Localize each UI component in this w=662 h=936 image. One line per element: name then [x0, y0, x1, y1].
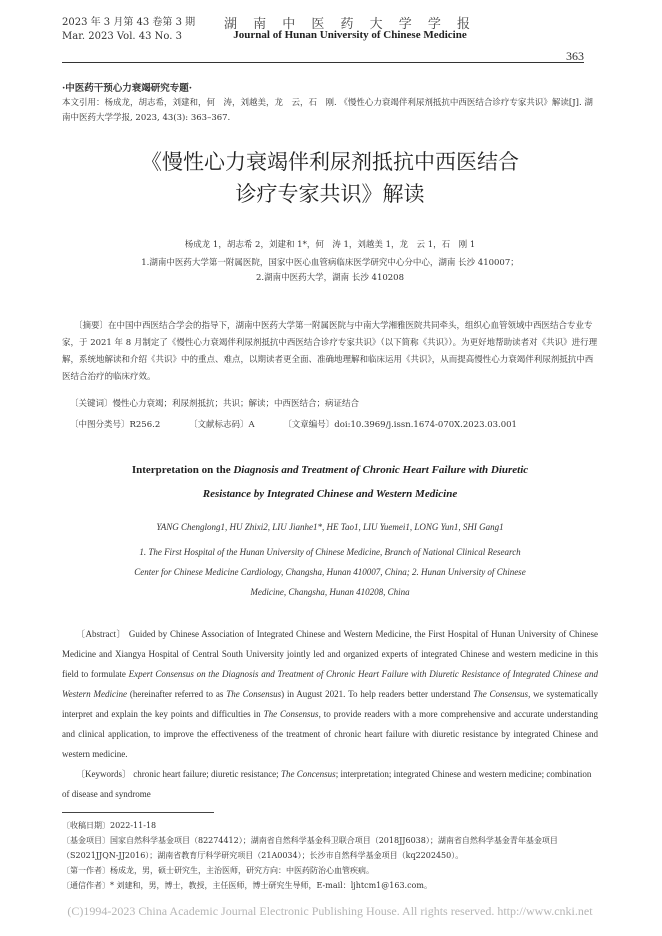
- abstract-en-t6: The Consensus: [473, 689, 529, 699]
- abstract-cn-label: 〔摘要〕: [74, 321, 109, 331]
- keywords-cn-text: 慢性心力衰竭；利尿剂抵抗；共识；解读；中西医结合；病证结合: [112, 399, 360, 409]
- footnotes: [62, 818, 598, 893]
- abstract-en-t1: Guided by Chinese Association of Integrated Chinese and Western Medicine, the First Hospital of Hunan University of Chinese Medicine and Xiangya Hospital of Central South University jointly led and organized experts of integrated Chinese and western medicine in this field to formulate: [62, 629, 598, 679]
- affiliation-cn-1: 1.湖南中医药大学第一附属医院，国家中医心血管病临床医学研究中心分中心，湖南 长沙 410007；: [141, 258, 519, 268]
- authors-cn: 杨成龙 1，胡志希 2，刘建和 1*，何 涛 1，刘越美 1，龙 云 1，石 刚 1: [184, 240, 476, 250]
- title-cn-line2: 诊疗专家共识》解读: [235, 182, 425, 206]
- keywords-en-label: 〔Keywords〕: [76, 769, 131, 779]
- abstract-en-t5: ) in August 2021. To help readers better understand: [281, 689, 474, 699]
- abstract-en-t8: The Consensus: [263, 709, 319, 719]
- column-label: ·中医药干预心力衰竭研究专题·: [62, 83, 193, 94]
- title-en: [62, 458, 598, 506]
- keywords-en-t3: ; interpretation; integrated Chinese and western medicine; combination of disease and syndrome: [62, 769, 592, 799]
- footnote-rule: [62, 812, 214, 813]
- abstract-en-t9: , to provide readers with a more comprehensive and accurate understanding and clinical application, to improve the effectiveness of the treatment of chronic heart failure with diuretic resistance by integrated Chinese and western medicine.: [62, 709, 598, 759]
- issue-info: [62, 16, 195, 44]
- title-cn: [62, 146, 598, 210]
- abstract-en-t2: Expert Consensus on the Diagnosis and Treatment of Chronic Heart Failure with Diuretic Resistance of Integrated Chinese and Western Medicine: [62, 669, 598, 699]
- journal-name-cn: 湖 南 中 医 药 大 学 学 报: [223, 17, 477, 32]
- authors-en: YANG Chenglong1, HU Zhixi2, LIU Jianhe1*, HE Tao1, LIU Yuemei1, LONG Yun1, SHI Gang1: [156, 522, 504, 532]
- header-rule: [62, 62, 584, 63]
- footnote-corresponding: 〔通信作者〕* 刘建和，男，博士，教授，主任医师，博士研究生导师，E-mail：ljhtcm1@163.com。: [62, 881, 432, 890]
- keywords-cn-label: 〔关键词〕: [70, 399, 113, 409]
- title-en-part1: Interpretation on the: [131, 464, 234, 476]
- affiliation-en-3: Medicine, Changsha, Hunan 410208, China: [250, 587, 410, 597]
- abstract-cn-text: 在中国中西医结合学会的指导下，湖南中医药大学第一附属医院与中南大学湘雅医院共同牵头，组织心血管领域中西医结合专业专家，于 2021 年 8 月制定了《慢性心力衰竭伴利尿剂抵抗中西医结合诊疗专家共识》（以下简称《共识》）。为更好地帮助读者对《共识》进行理解，系统地解读和介绍《共识》中的重点、难点，以期读者更全面、准确地理解和临床运用《共识》，从而提高慢性心力衰竭伴利尿剂抵抗中西医结合治疗的临床疗效。: [62, 321, 598, 382]
- keywords-en: [62, 764, 598, 804]
- affiliation-cn-2: 2.湖南中医药大学，湖南 长沙 410208: [256, 273, 404, 283]
- classification-row: [70, 418, 598, 430]
- issue-cn: 2023 年 3 月第 43 卷第 3 期: [62, 17, 196, 28]
- page-number: 363: [566, 49, 584, 63]
- footnote-received: 〔收稿日期〕2022-11-18: [62, 821, 157, 830]
- affiliation-en-2: Center for Chinese Medicine Cardiology, Changsha, Hunan 410007, China; 2. Hunan University of Chinese: [134, 567, 526, 577]
- footnote-fund: 〔基金项目〕国家自然科学基金项目（82274412）；湖南省自然科学基金科卫联合项目（2018JJ6038）；湖南省自然科学基金青年基金项目（S2021JJQN-JJ2016）；湖南省教育厅科学研究项目（21A0034）；长沙市自然科学基金项目（kq2202450）。: [62, 836, 558, 860]
- keywords-en-t2: The Concensus: [280, 769, 336, 779]
- copyright-watermark: (C)1994-2023 China Academic Journal Electronic Publishing House. All rights reserved. http://www.cnki.net: [67, 904, 593, 918]
- citation: 本文引用：杨成龙，胡志希，刘建和，何 涛，刘越美，龙 云，石 刚. 《慢性心力衰竭伴利尿剂抵抗中西医结合诊疗专家共识》解读[J]. 湖南中医药大学学报, 2023, 43(3): 363–367.: [62, 98, 593, 123]
- title-en-part3: Resistance by Integrated Chinese and Western Medicine: [202, 488, 458, 500]
- clc-number: 〔中图分类号〕R256.2: [70, 420, 161, 430]
- article-number: 〔文章编号〕doi:10.3969/j.issn.1674-070X.2023.03.001: [283, 420, 517, 430]
- title-en-part2: Diagnosis and Treatment of Chronic Heart Failure with Diuretic: [233, 464, 529, 476]
- affiliation-en-1: 1. The First Hospital of the Hunan University of Chinese Medicine, Branch of National Clinical Research: [139, 547, 521, 557]
- affiliations-cn: [62, 256, 598, 286]
- abstract-en-label: 〔Abstract〕: [76, 629, 127, 639]
- issue-en: Mar. 2023 Vol. 43 No. 3: [62, 31, 182, 42]
- journal-name-en: Journal of Hunan University of Chinese Medicine: [233, 29, 467, 41]
- footnote-first-author: 〔第一作者〕杨成龙，男，硕士研究生，主治医师，研究方向：中医药防治心血管疾病。: [62, 866, 374, 875]
- abstract-en-t3: (hereinafter referred to as: [127, 689, 227, 699]
- keywords-en-t1: chronic heart failure; diuretic resistance;: [131, 769, 281, 779]
- abstract-en-t7: , we systematically interpret and explain the key points and difficulties in: [62, 689, 599, 719]
- keywords-cn: [70, 397, 598, 409]
- title-cn-line1: 《慢性心力衰竭伴利尿剂抵抗中西医结合: [141, 150, 519, 174]
- affiliations-en: [62, 542, 598, 602]
- abstract-en: [62, 624, 598, 764]
- abstract-en-t4: The Consensus: [226, 689, 282, 699]
- abstract-cn: [62, 318, 598, 386]
- document-code: 〔文献标志码〕A: [188, 420, 255, 430]
